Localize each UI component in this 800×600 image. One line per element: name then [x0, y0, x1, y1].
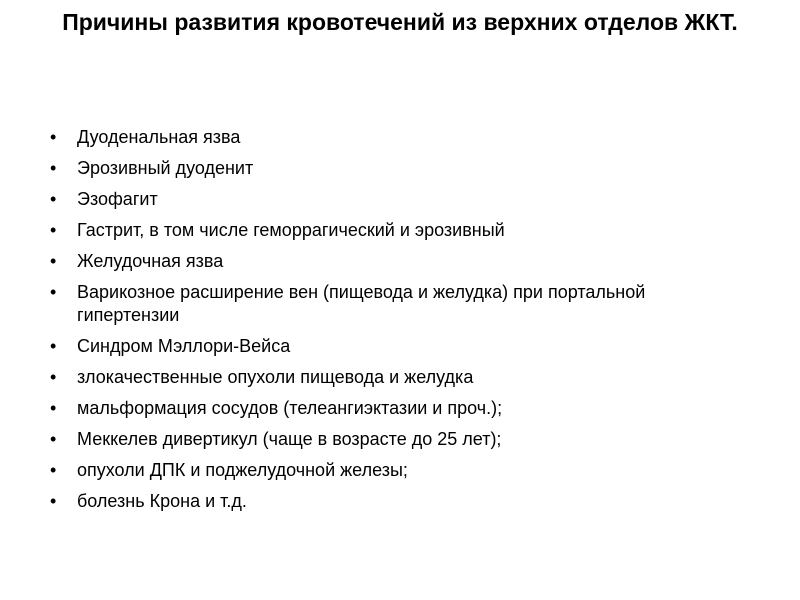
- list-item: [50, 459, 750, 482]
- list-item: [50, 250, 750, 273]
- list-item: [50, 428, 750, 451]
- list-item-text: опухоли ДПК и поджелудочной железы;: [77, 460, 408, 480]
- bullet-icon: •: [50, 398, 57, 418]
- list-item-text: злокачественные опухоли пищевода и желудка: [77, 367, 474, 387]
- list-item: [50, 281, 750, 327]
- bullet-icon: •: [50, 251, 57, 271]
- bullet-icon: •: [50, 460, 57, 480]
- list-item: [50, 397, 750, 420]
- list-item-text: болезнь Крона и т.д.: [77, 491, 247, 511]
- list-item-text: Дуоденальная язва: [77, 127, 241, 147]
- bullet-icon: •: [50, 158, 57, 178]
- slide-title: Причины развития кровотечений из верхних отделов ЖКТ.: [62, 9, 738, 35]
- list-item-text: Гастрит, в том числе геморрагический и эрозивный: [77, 220, 505, 240]
- list-item: [50, 490, 750, 513]
- bullet-icon: •: [50, 336, 57, 356]
- list-item: [50, 188, 750, 211]
- causes-list: [50, 126, 750, 521]
- bullet-icon: •: [50, 220, 57, 240]
- list-item: [50, 366, 750, 389]
- list-item-text: мальформация сосудов (телеангиэктазии и проч.);: [77, 398, 503, 418]
- bullet-icon: •: [50, 282, 57, 302]
- list-item-text: Варикозное расширение вен (пищевода и желудка) при портальной гипертензии: [77, 282, 646, 325]
- bullet-icon: •: [50, 429, 57, 449]
- bullet-icon: •: [50, 189, 57, 209]
- list-item: [50, 126, 750, 149]
- list-item-text: Эрозивный дуоденит: [77, 158, 254, 178]
- list-item-text: Меккелев дивертикул (чаще в возрасте до 25 лет);: [77, 429, 502, 449]
- list-item: [50, 157, 750, 180]
- list-item-text: Желудочная язва: [77, 251, 224, 271]
- bullet-icon: •: [50, 367, 57, 387]
- list-item: [50, 335, 750, 358]
- bullet-icon: •: [50, 491, 57, 511]
- list-item-text: Синдром Мэллори-Вейса: [77, 336, 291, 356]
- bullet-icon: •: [50, 127, 57, 147]
- list-item-text: Эзофагит: [77, 189, 158, 209]
- list-item: [50, 219, 750, 242]
